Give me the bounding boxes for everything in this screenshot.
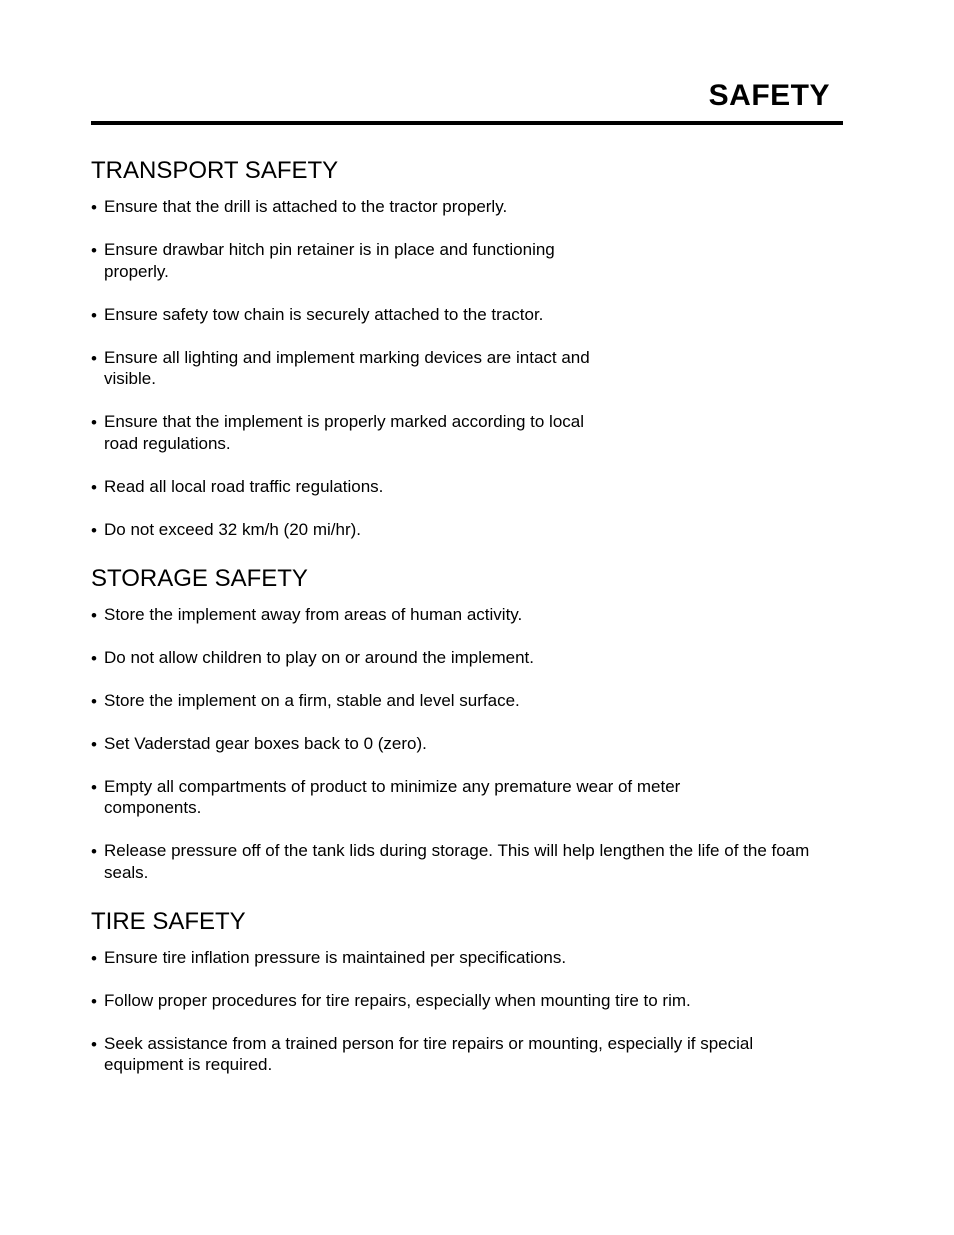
list-item-text: Set Vaderstad gear boxes back to 0 (zero).: [104, 733, 427, 753]
list-item-text: Read all local road traffic regulations.: [104, 476, 384, 496]
tire-safety-section: [91, 901, 851, 1076]
bullet-icon: •: [91, 1034, 97, 1054]
list-item-text: Release pressure off of the tank lids during storage. This will help lengthen the life of the foam seals.: [104, 841, 810, 882]
bullet-icon: •: [91, 734, 97, 754]
section-heading: TIRE SAFETY: [91, 907, 246, 935]
list-item: [91, 239, 614, 282]
list-item: [91, 947, 851, 969]
list-item: [91, 776, 764, 819]
list-item: [91, 347, 614, 390]
list-item-text: Follow proper procedures for tire repairs, especially when mounting tire to rim.: [104, 990, 691, 1010]
transport-safety-list: [91, 192, 851, 540]
page-title: SAFETY: [708, 79, 830, 112]
list-item: [91, 647, 851, 669]
list-item: [91, 733, 851, 755]
list-item: [91, 990, 851, 1012]
bullet-icon: •: [91, 648, 97, 668]
transport-safety-section: [91, 150, 851, 540]
list-item-text: Ensure that the drill is attached to the tractor properly.: [104, 197, 508, 216]
document-body: [91, 150, 851, 1097]
list-item-text: Store the implement on a firm, stable and level surface.: [104, 690, 520, 710]
bullet-icon: •: [91, 305, 97, 325]
list-item-text: Ensure safety tow chain is securely attached to the tractor.: [104, 304, 544, 324]
bullet-icon: •: [91, 477, 97, 497]
section-heading: STORAGE SAFETY: [91, 564, 308, 592]
list-item: [91, 196, 851, 218]
list-item: [91, 304, 851, 326]
bullet-icon: •: [91, 991, 97, 1011]
list-item: [91, 690, 851, 712]
list-item: [91, 840, 851, 883]
title-divider: [91, 121, 843, 125]
list-item-text: Ensure that the implement is properly marked according to local road regulations.: [104, 412, 585, 453]
bullet-icon: •: [91, 198, 97, 217]
bullet-icon: •: [91, 691, 97, 711]
bullet-icon: •: [91, 348, 97, 368]
bullet-icon: •: [91, 520, 97, 540]
list-item: [91, 476, 851, 498]
storage-safety-list: [91, 600, 851, 884]
list-item: [91, 519, 851, 541]
list-item: [91, 604, 851, 626]
list-item-text: Do not exceed 32 km/h (20 mi/hr).: [104, 519, 362, 539]
list-item-text: Store the implement away from areas of human activity.: [104, 604, 523, 624]
bullet-icon: •: [91, 777, 97, 797]
list-item-text: Ensure drawbar hitch pin retainer is in place and functioning properly.: [104, 240, 555, 281]
bullet-icon: •: [91, 241, 97, 260]
list-item-text: Ensure all lighting and implement marking devices are intact and visible.: [104, 347, 590, 388]
list-item-text: Do not allow children to play on or around the implement.: [104, 647, 534, 667]
list-item: [91, 1033, 834, 1076]
bullet-icon: •: [91, 842, 97, 861]
tire-safety-list: [91, 943, 851, 1076]
list-item-text: Ensure tire inflation pressure is maintained per specifications.: [104, 947, 567, 967]
storage-safety-section: [91, 558, 851, 884]
list-item-text: Empty all compartments of product to minimize any premature wear of meter components.: [104, 776, 681, 817]
section-heading: TRANSPORT SAFETY: [91, 157, 339, 184]
bullet-icon: •: [91, 413, 97, 432]
bullet-icon: •: [91, 605, 97, 625]
list-item-text: Seek assistance from a trained person for tire repairs or mounting, especially if special equipment is required.: [104, 1033, 754, 1074]
bullet-icon: •: [91, 948, 97, 968]
list-item: [91, 411, 614, 454]
